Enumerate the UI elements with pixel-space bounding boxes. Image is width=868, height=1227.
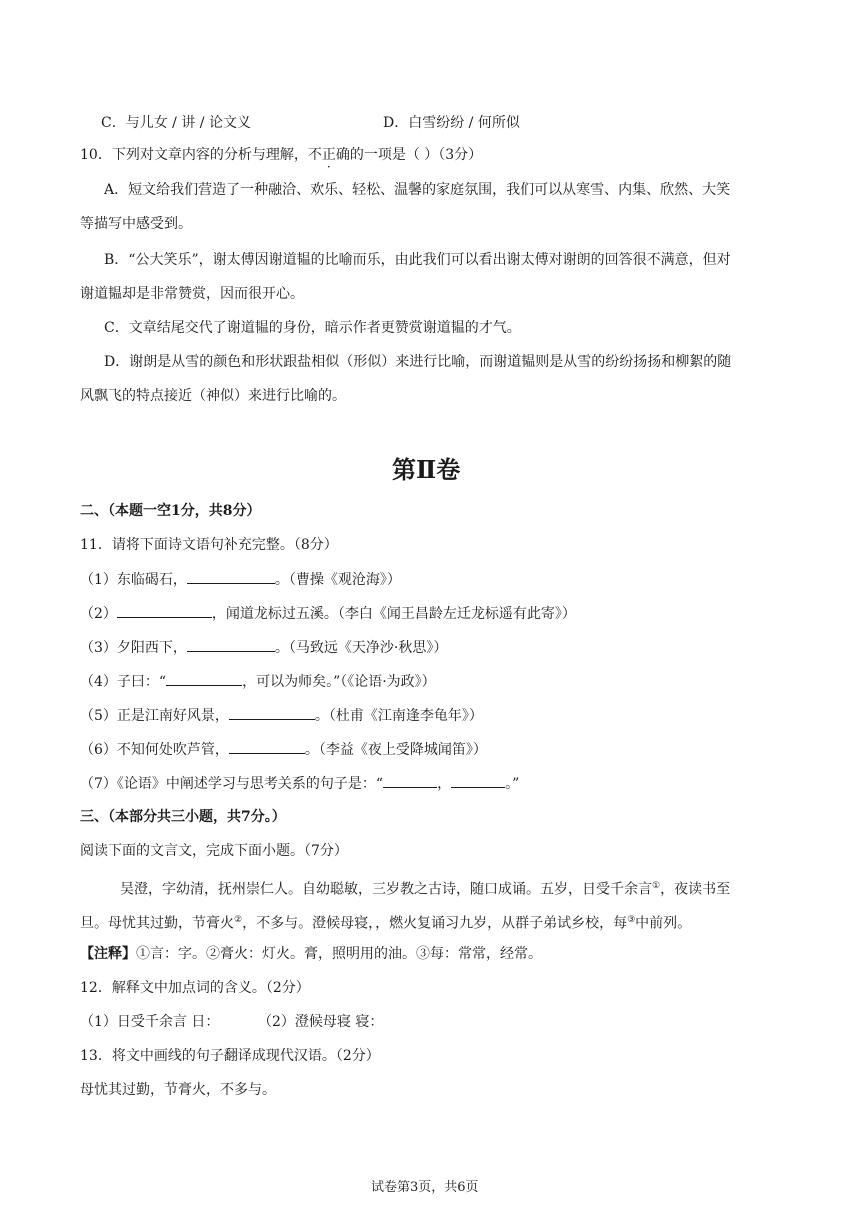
answer-blank[interactable]	[187, 569, 275, 584]
q12-item-1: （1）日受千余言 日：	[80, 1014, 220, 1030]
answer-blank[interactable]	[229, 739, 305, 754]
answer-blank[interactable]	[166, 671, 242, 686]
q10-stem-emphasis: 不正确	[307, 147, 350, 163]
part3-intro: 阅读下面的文言文，完成下面小题。（7分）	[80, 843, 348, 859]
q10-option-d-line2: 风飘飞的特点接近（神似）来进行比喻的。	[80, 388, 346, 404]
q10-stem	[80, 145, 482, 165]
q10-option-b-line1: B．“公大笑乐”，谢太傅因谢道韫的比喻而乐，由此我们可以看出谢太傅对谢朗的回答很不满意，但对	[104, 252, 731, 268]
q11-item-4: （4）子曰：“ ，可以为师矣。”（《论语·为政》）	[80, 671, 436, 692]
answer-blank[interactable]	[383, 773, 437, 788]
q11-item-7: （7）《论语》中阐述学习与思考关系的句子是：“ ， 。”	[80, 773, 519, 794]
section-title: 第Ⅱ卷	[392, 455, 461, 484]
q11-item-2: （2） ，闻道龙标过五溪。（李白《闻王昌龄左迁龙标遥有此寄》）	[80, 603, 576, 624]
page-footer: 试卷第3页，共6页	[371, 1180, 479, 1195]
q10-option-b-line2: 谢道韫却是非常赞赏，因而很开心。	[80, 286, 304, 302]
part2-heading: 二、（本题一空1分，共8分）	[80, 503, 261, 519]
q10-option-c: C．文章结尾交代了谢道韫的身份，暗示作者更赞赏谢道韫的才气。	[104, 320, 521, 336]
q10-stem-a: 10．下列对文章内容的分析与理解，	[80, 147, 308, 163]
q12-item-2: （2）澄候母寝 寝：	[258, 1014, 384, 1030]
q10-option-a-line1: A．短文给我们营造了一种融洽、欢乐、轻松、温馨的家庭氛围，我们可以从寒雪、内集、欣然、大笑	[104, 182, 731, 198]
passage-line-2: 旦。母忧其过勤，节膏火②，不多与。澄候母寝，，燃火复诵习九岁，从群子弟试乡校，每③中前列。	[80, 915, 692, 932]
q11-item-6: （6）不知何处吹芦管， 。（李益《夜上受降城闻笛》）	[80, 739, 487, 760]
q13-stem: 13．将文中画线的句子翻译成现代汉语。（2分）	[80, 1048, 380, 1064]
q11-item-1: （1）东临碣石， 。（曹操《观沧海》）	[80, 569, 401, 590]
part3-heading: 三、（本部分共三小题，共7分。）	[80, 809, 286, 825]
q13-sentence: 母忧其过勤，节膏火，不多与。	[80, 1082, 276, 1098]
q9-option-d: D．白雪纷纷 / 何所似	[383, 115, 520, 131]
q10-stem-b: 的一项是（ ）（3分）	[349, 147, 483, 163]
q11-item-3: （3）夕阳西下， 。（马致远《天净沙·秋思》）	[80, 637, 447, 658]
q10-option-d-line1: D．谢朗是从雪的颜色和形状跟盐相似（形似）来进行比喻，而谢道韫则是从雪的纷纷扬扬和柳絮的随	[104, 354, 732, 370]
q10-option-a-line2: 等描写中感受到。	[80, 216, 192, 232]
q12-stem: 12．解释文中加点词的含义。（2分）	[80, 980, 310, 996]
annotation: 【注释】①言：字。②膏火：灯火。膏，照明用的油。③每：常常，经常。	[80, 946, 542, 962]
q11-stem: 11．请将下面诗文语句补充完整。（8分）	[80, 537, 338, 553]
answer-blank[interactable]	[229, 705, 315, 720]
answer-blank[interactable]	[187, 637, 275, 652]
answer-blank[interactable]	[117, 603, 212, 618]
q9-option-c: C．与儿女 / 讲 / 论文义	[101, 115, 251, 131]
q11-item-5: （5）正是江南好风景， 。（杜甫《江南逢李龟年》）	[80, 705, 483, 726]
passage-line-1: 吴澄，字幼清，抚州崇仁人。自幼聪敏，三岁教之古诗，随口成诵。五岁，日受千余言①，夜读书至	[120, 881, 731, 898]
answer-blank[interactable]	[451, 773, 505, 788]
